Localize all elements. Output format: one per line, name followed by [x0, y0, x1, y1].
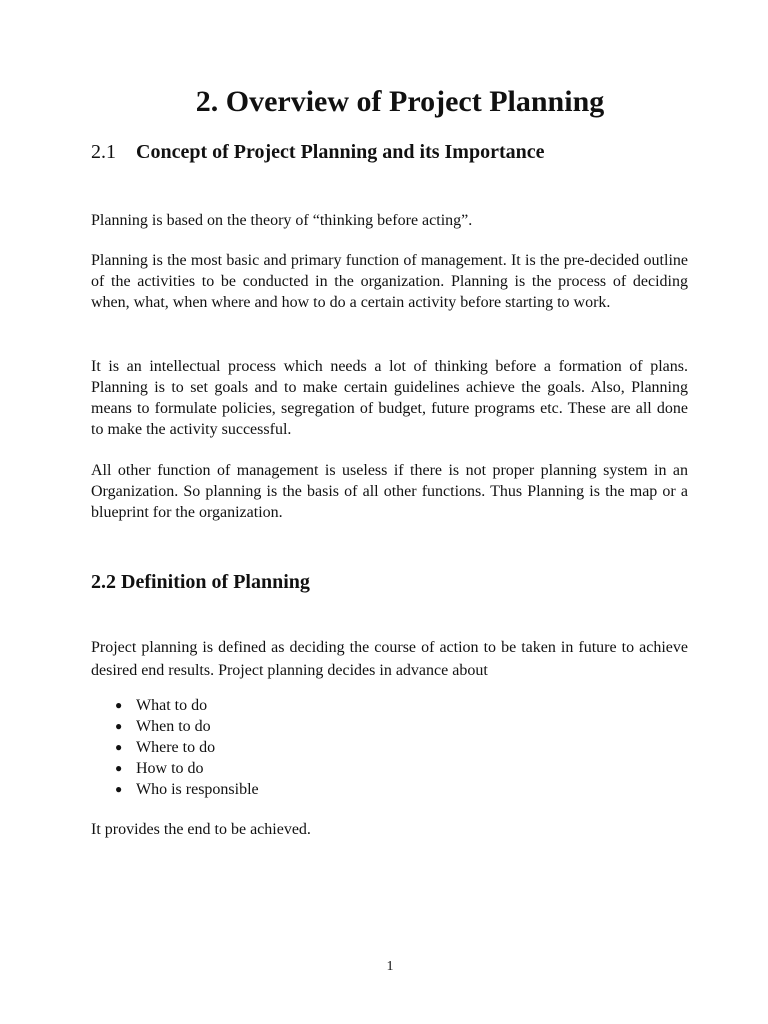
list-item: ● How to do [115, 760, 204, 777]
section-number: 2.1 [91, 141, 116, 163]
paragraph: Planning is based on the theory of “thinking before acting”. [91, 212, 473, 229]
list-item: ● What to do [115, 697, 208, 714]
closing-paragraph: It provides the end to be achieved. [91, 821, 311, 838]
list-item: ● Where to do [115, 739, 216, 756]
page-number: 1 [386, 959, 394, 974]
bullet-icon: ● [115, 761, 123, 775]
bullet-icon: ● [115, 782, 123, 796]
section-heading-2-1 [91, 140, 545, 164]
definition-paragraph: Project planning is defined as deciding the course of action to be taken in future to achieve desired end results. Project planning decides in advance about [91, 639, 688, 679]
document-title: 2. Overview of Project Planning [195, 85, 605, 118]
section-heading-2-2: 2.2 Definition of Planning [91, 571, 310, 593]
bullet-icon: ● [115, 719, 123, 733]
bullet-list [91, 695, 259, 800]
list-item: ● Who is responsible [115, 781, 259, 798]
bullet-icon: ● [115, 740, 123, 754]
bullet-icon: ● [115, 698, 123, 712]
paragraph: It is an intellectual process which needs a lot of thinking before a formation of plans. Planning is to set goals and to make certain guidelines achieve the goals. Also, Planning means to formulate policies, segregation of budget, future programs etc. These are all done to make the activity successful. [91, 358, 688, 438]
section-title: Concept of Project Planning and its Importance [136, 141, 545, 163]
list-item: ● When to do [115, 718, 211, 735]
paragraph: All other function of management is useless if there is not proper planning system in an Organization. So planning is the basis of all other functions. Thus Planning is the map or a blueprint for the organization. [91, 462, 688, 521]
paragraph: Planning is the most basic and primary function of management. It is the pre-decided outline of the activities to be conducted in the organization. Planning is the process of deciding when, what, when where and how to do a certain activity before starting to work. [91, 252, 688, 311]
